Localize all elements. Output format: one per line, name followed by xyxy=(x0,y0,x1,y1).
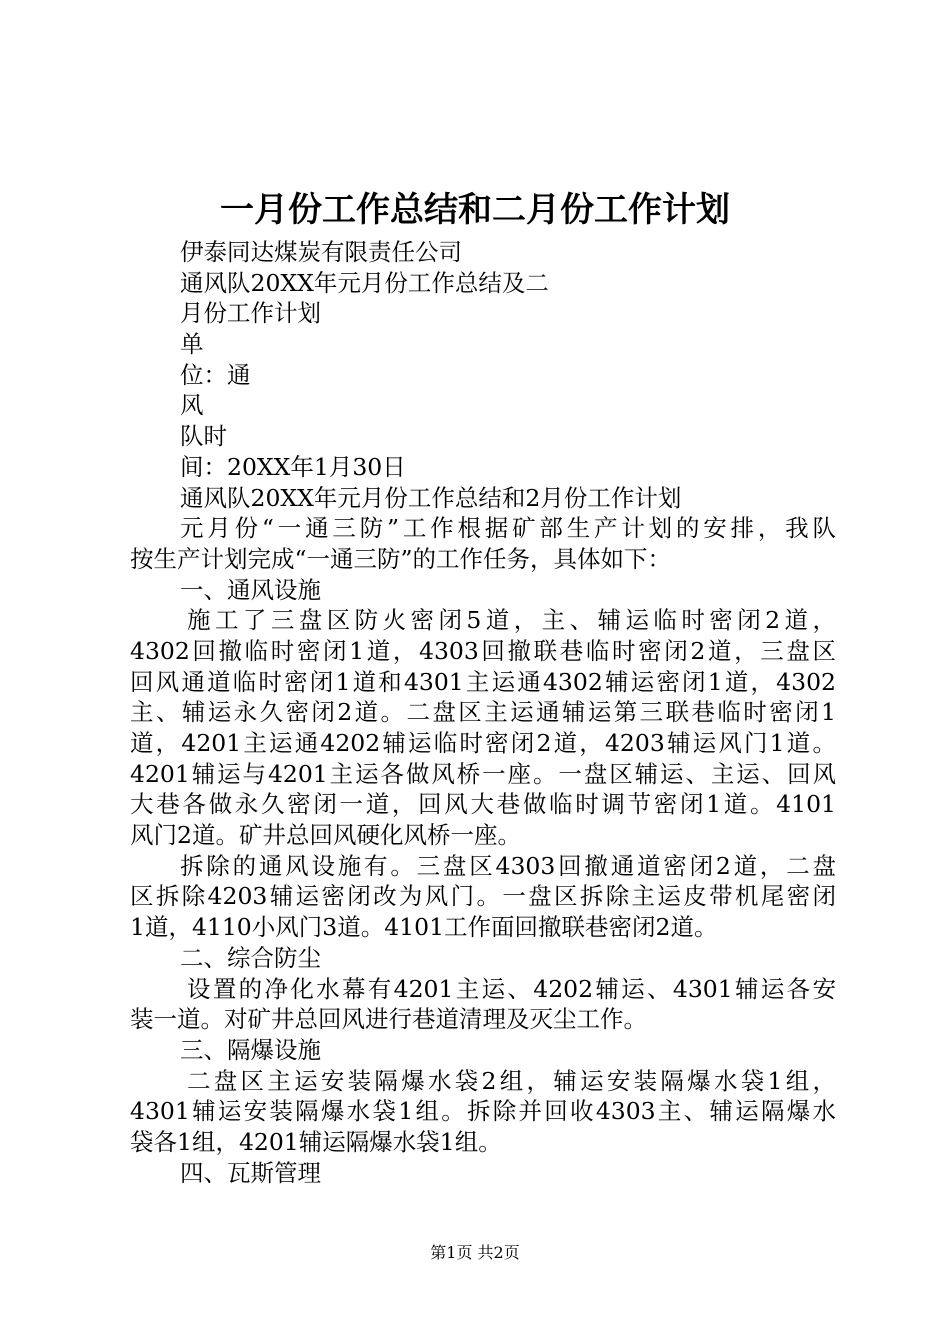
section-heading-explosion: 三、隔爆设施 xyxy=(180,1035,321,1064)
header-line-unit-4: 队时 xyxy=(180,422,227,451)
paragraph-line: 大巷各做永久密闭一道，回风大巷做临时调节密闭1道。4101 xyxy=(130,790,836,819)
header-line-report: 通风队20XX年元月份工作总结及二 xyxy=(180,268,549,297)
section-heading-dust: 二、综合防尘 xyxy=(180,943,321,972)
intro-line: 元月份“一通三防”工作根据矿部生产计划的安排，我队 xyxy=(180,514,836,543)
header-line-unit-2: 位：通 xyxy=(180,360,251,389)
paragraph-line: 施工了三盘区防火密闭5道，主、辅运临时密闭2道， xyxy=(187,606,836,635)
header-line-company: 伊泰同达煤炭有限责任公司 xyxy=(180,238,462,266)
paragraph-line: 道，4201主运通4202辅运临时密闭2道，4203辅运风门1道。 xyxy=(130,729,836,757)
header-line-date: 间：20XX年1月30日 xyxy=(180,452,406,481)
paragraph-line: 拆除的通风设施有。三盘区4303回撤通道密闭2道，二盘 xyxy=(180,851,836,880)
section-heading-gas: 四、瓦斯管理 xyxy=(180,1158,321,1187)
paragraph-line: 4301辅运安装隔爆水袋1组。拆除并回收4303主、辅运隔爆水 xyxy=(130,1097,836,1126)
paragraph-line: 装一道。对矿井总回风进行巷道清理及灭尘工作。 xyxy=(130,1005,647,1034)
paragraph-line: 回风通道临时密闭1道和4301主运通4302辅运密闭1道，4302 xyxy=(130,667,836,696)
section-heading-ventilation: 一、通风设施 xyxy=(180,575,321,604)
page-footer: 第1页 共2页 xyxy=(430,1243,520,1262)
paragraph-line: 主、辅运永久密闭2道。二盘区主运通辅运第三联巷临时密闭1 xyxy=(130,698,836,727)
paragraph-line: 1道，4110小风门3道。4101工作面回撤联巷密闭2道。 xyxy=(130,913,718,942)
header-line-unit-3: 风 xyxy=(180,391,204,420)
paragraph-line: 设置的净化水幕有4201主运、4202辅运、4301辅运各安 xyxy=(187,974,836,1003)
paragraph-line: 4302回撤临时密闭1道，4303回撤联巷临时密闭2道，三盘区 xyxy=(130,636,836,665)
paragraph-line: 袋各1组，4201辅运隔爆水袋1组。 xyxy=(130,1127,502,1156)
paragraph-line: 区拆除4203辅运密闭改为风门。一盘区拆除主运皮带机尾密闭 xyxy=(130,882,836,911)
intro-line: 按生产计划完成“一通三防”的工作任务，具体如下： xyxy=(130,544,672,573)
paragraph-line: 二盘区主运安装隔爆水袋2组，辅运安装隔爆水袋1组， xyxy=(187,1066,836,1095)
header-line-report-cont: 月份工作计划 xyxy=(180,299,321,328)
paragraph-line: 风门2道。矿井总回风硬化风桥一座。 xyxy=(130,821,521,850)
document-title: 一月份工作总结和二月份工作计划 xyxy=(220,190,730,230)
paragraph-line: 4201辅运与4201主运各做风桥一座。一盘区辅运、主运、回风 xyxy=(130,759,836,788)
header-line-subtitle: 通风队20XX年元月份工作总结和2月份工作计划 xyxy=(180,483,682,512)
document-body xyxy=(130,237,836,1188)
header-line-unit-1: 单 xyxy=(180,330,204,359)
